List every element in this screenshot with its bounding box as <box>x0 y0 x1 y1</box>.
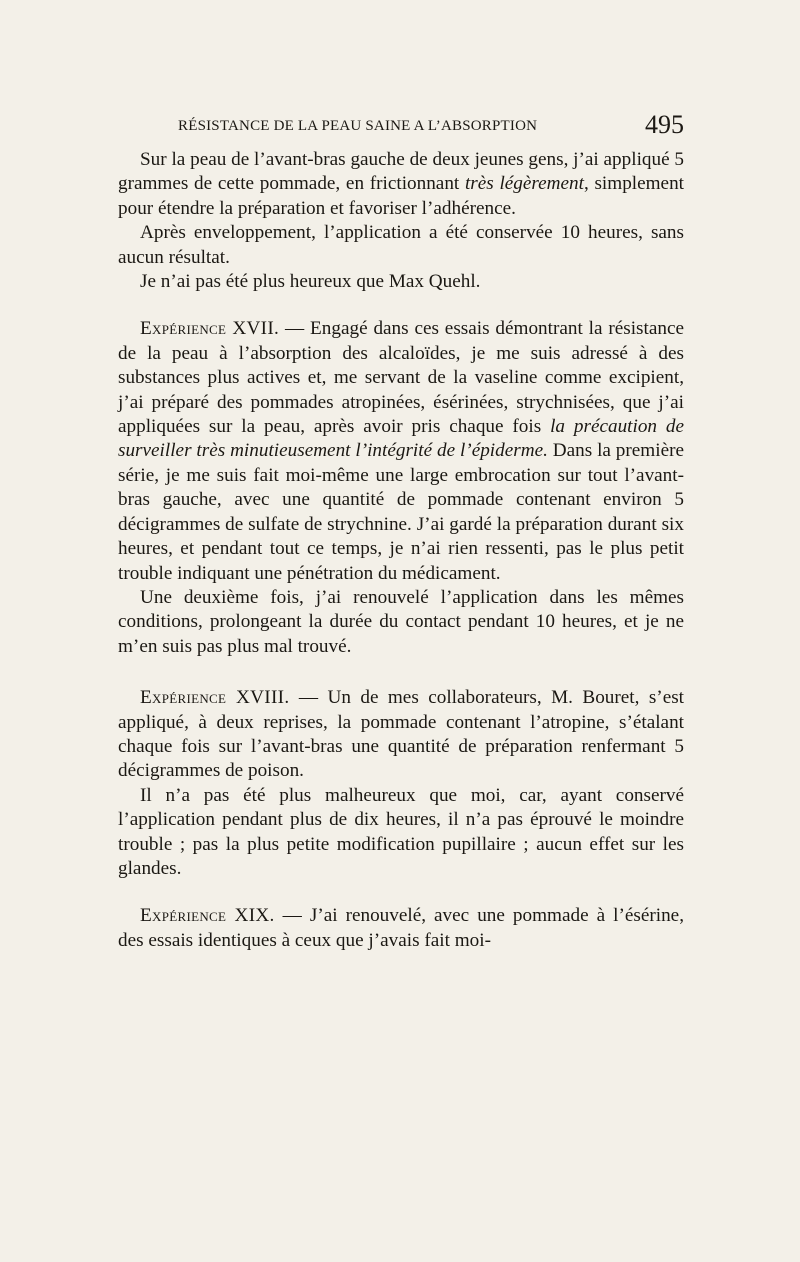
experiment-xix-title: Expérience XIX. <box>140 905 275 927</box>
paragraph-1-text-a: Sur la peau de l’avant-bras gauche de deux jeunes gens, j’ai appliqué 5 grammes de cette pommade, en frictionnant <box>118 149 684 195</box>
experiment-xviii-title: Expérience XVIII. <box>140 687 290 709</box>
section-gap-1 <box>118 294 684 317</box>
experiment-xvii-text-a: — Engagé dans ces essais démontrant la résistance de la peau à l’absorption des alcaloïdes, je me suis adressé à des substances plus actives et, me servant de la vaseline comme excipient, j’ai préparé des pommades atropinées, ésérinées, strychnisées, que j’ai appliquées sur la peau, après avoir pris chaque fois <box>118 318 684 438</box>
page-header <box>118 112 684 146</box>
experiment-xix-text: — J’ai renouvelé, avec une pommade à l’ésérine, des essais identiques à ceux que j’avais fait moi- <box>118 905 684 951</box>
experiment-xvii-paragraph <box>118 317 684 585</box>
paragraph-5: Une deuxième fois, j’ai renouvelé l’application dans les mêmes conditions, prolongeant la durée du contact pendant 10 heures, et je ne m’en suis pas plus mal trouvé. <box>118 586 684 657</box>
section-gap-2 <box>118 659 684 686</box>
experiment-xvii-title: Expérience XVII. <box>140 318 280 340</box>
paragraph-2: Après enveloppement, l’application a été conservée 10 heures, sans aucun résultat. <box>118 222 684 268</box>
paragraph-1 <box>118 148 684 221</box>
experiment-xviii-text: — Un de mes collaborateurs, M. Bouret, s’est appliqué, à deux reprises, la pommade contenant l’atropine, s’étalant chaque fois sur l’avant-bras une quantité de préparation renfermant 5 décigrammes de poison. <box>118 687 685 782</box>
paragraph-7: Il n’a pas été plus malheureux que moi, car, ayant conservé l’application pendant plus de dix heures, il n’a pas éprouvé le moindre trouble ; pas la plus petite modification pupillaire ; aucun effet sur les glandes. <box>118 784 684 879</box>
experiment-xvii-italic: la précaution de surveiller très minutieusement l’intégrité de l’épiderme. <box>118 416 684 462</box>
page-body <box>118 148 684 953</box>
page-number: 495 <box>645 110 684 139</box>
section-gap-3 <box>118 881 684 904</box>
experiment-xviii-paragraph <box>118 686 684 784</box>
paragraph-1-italic: très légèrement <box>464 173 584 195</box>
running-title: RÉSISTANCE DE LA PEAU SAINE A L’ABSORPTION <box>178 118 538 134</box>
experiment-xvii-text-b: Dans la première série, je me suis fait moi-même une large embrocation sur tout l’avant-bras gauche, avec une quantité de pommade contenant environ 5 décigrammes de sulfate de strychnine. J’ai gardé la préparation durant six heures, et pendant tout ce temps, je n’ai rien ressenti, pas le plus petit trouble indiquant une pénétration du médicament. <box>118 440 684 584</box>
paragraph-3: Je n’ai pas été plus heureux que Max Quehl. <box>140 271 481 293</box>
paragraph-1-text-b: , simplement pour étendre la préparation et favoriser l’adhérence. <box>118 173 684 219</box>
experiment-xix-paragraph <box>118 904 684 953</box>
